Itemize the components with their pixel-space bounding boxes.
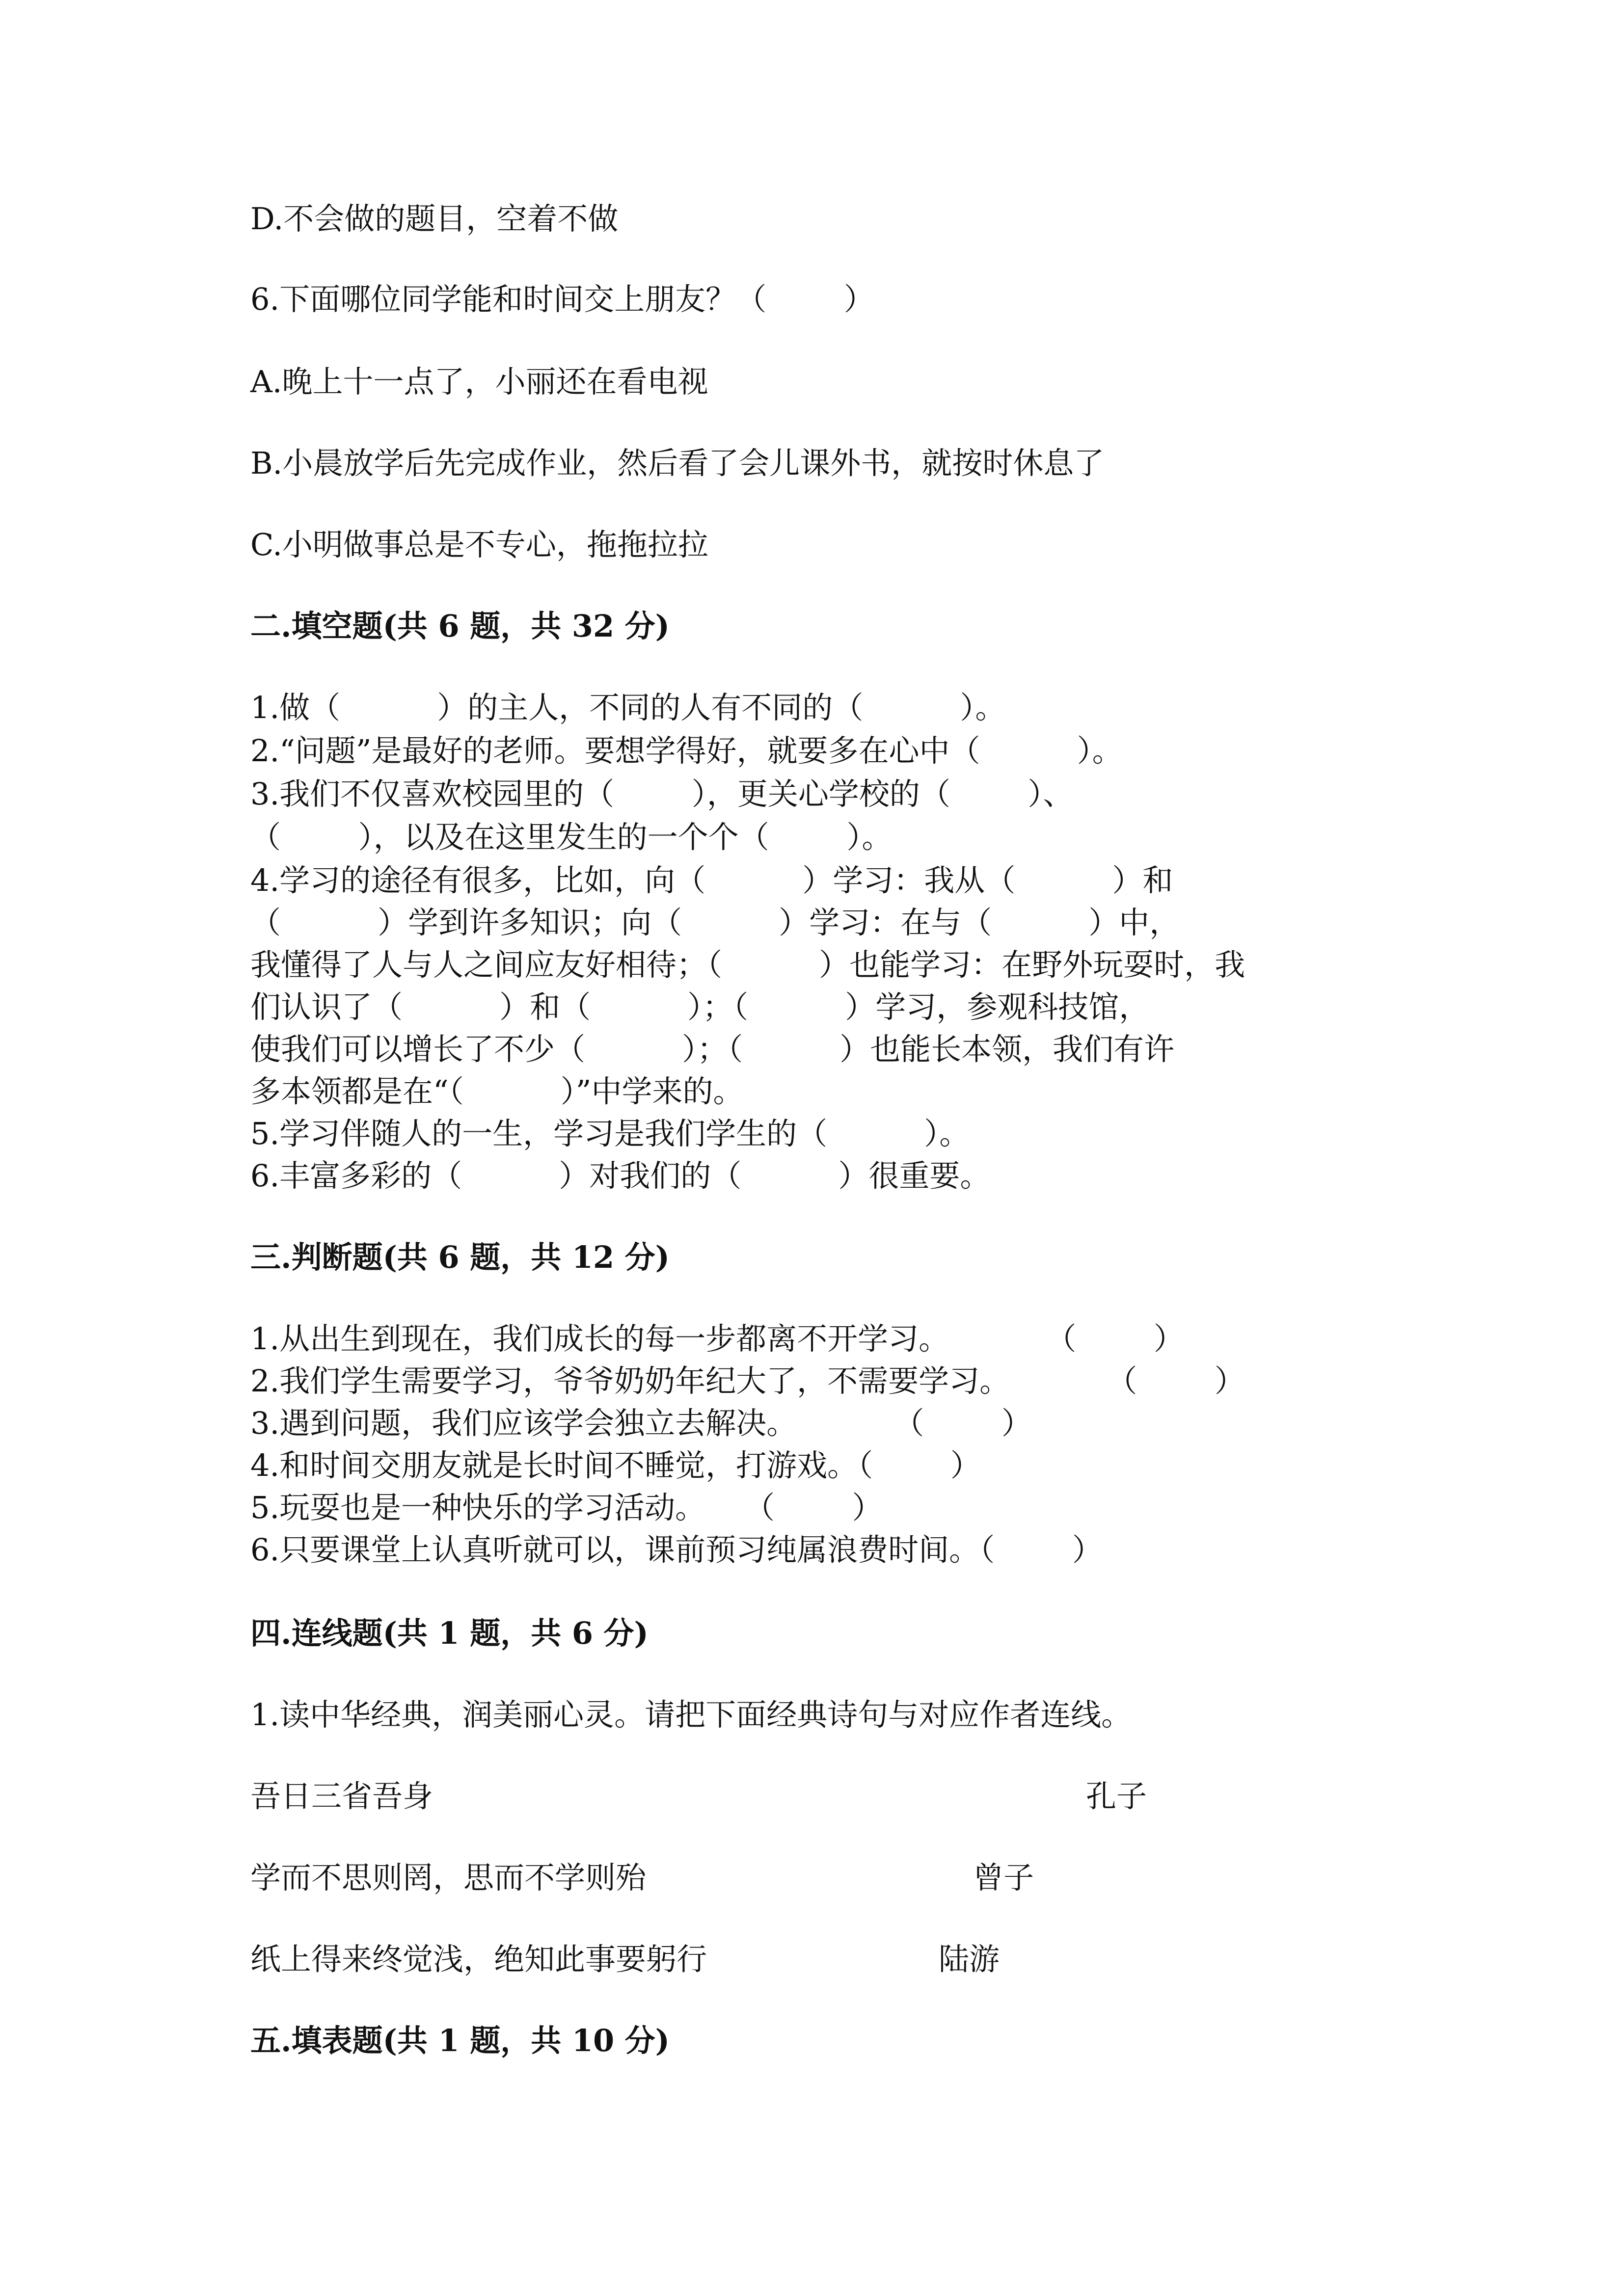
fill-line: （ ），以及在这里发生的一个个（ ）。 bbox=[250, 819, 893, 855]
match-quote: 纸上得来终觉浅，绝知此事要躬行 bbox=[250, 1941, 707, 1977]
section5-heading: 五.填表题(共 1 题，共 10 分) bbox=[250, 2023, 670, 2058]
judge-line: 5.玩耍也是一种快乐的学习活动。 （ ） bbox=[250, 1490, 883, 1525]
match-quote: 学而不思则罔，思而不学则殆 bbox=[250, 1860, 647, 1896]
section4-heading: 四.连线题(共 1 题，共 6 分) bbox=[250, 1615, 649, 1651]
judge-line: 4.和时间交朋友就是长时间不睡觉，打游戏。（ ） bbox=[250, 1447, 981, 1483]
fill-line: 2.“问题”是最好的老师。要想学得好，就要多在心中（ ）。 bbox=[250, 733, 1123, 769]
section3-heading: 三.判断题(共 6 题，共 12 分) bbox=[250, 1239, 670, 1275]
fill-line: 们认识了（ ）和（ ）；（ ）学习，参观科技馆， bbox=[250, 989, 1150, 1025]
q6-option-c: C.小明做事总是不专心，拖拖拉拉 bbox=[250, 527, 708, 562]
fill-line: 多本领都是在“（ ）”中学来的。 bbox=[250, 1073, 744, 1109]
fill-line: （ ）学到许多知识；向（ ）学习：在与（ ）中， bbox=[250, 905, 1180, 940]
q6-option-a: A.晚上十一点了，小丽还在看电视 bbox=[250, 364, 708, 400]
fill-line: 3.我们不仅喜欢校园里的（ ），更关心学校的（ ）、 bbox=[250, 776, 1074, 812]
fill-line: 1.做（ ）的主人，不同的人有不同的（ ）。 bbox=[250, 690, 1006, 725]
judge-line: 1.从出生到现在，我们成长的每一步都离不开学习。 （ ） bbox=[250, 1321, 1184, 1357]
judge-line: 6.只要课堂上认真听就可以，课前预习纯属浪费时间。（ ） bbox=[250, 1532, 1103, 1568]
judge-line: 3.遇到问题，我们应该学会独立去解决。 （ ） bbox=[250, 1405, 1032, 1441]
match-author: 陆游 bbox=[939, 1941, 1000, 1977]
match-quote: 吾日三省吾身 bbox=[250, 1778, 433, 1814]
match-author: 孔子 bbox=[1086, 1778, 1147, 1814]
fill-line: 6.丰富多彩的（ ）对我们的（ ）很重要。 bbox=[250, 1158, 991, 1194]
fill-line: 4.学习的途径有很多，比如，向（ ）学习：我从（ ）和 bbox=[250, 862, 1173, 898]
match-stem: 1.读中华经典，润美丽心灵。请把下面经典诗句与对应作者连线。 bbox=[250, 1697, 1132, 1733]
q5-option-d: D.不会做的题目，空着不做 bbox=[250, 201, 619, 237]
match-author: 曾子 bbox=[973, 1860, 1034, 1896]
fill-line: 使我们可以增长了不少（ ）；（ ）也能长本领，我们有许 bbox=[250, 1031, 1175, 1067]
section2-heading: 二.填空题(共 6 题，共 32 分) bbox=[250, 608, 670, 644]
q6-stem: 6.下面哪位同学能和时间交上朋友？（ ） bbox=[250, 281, 874, 317]
q6-option-b: B.小晨放学后先完成作业，然后看了会儿课外书，就按时休息了 bbox=[250, 445, 1105, 481]
fill-line: 5.学习伴随人的一生，学习是我们学生的（ ）。 bbox=[250, 1116, 970, 1151]
judge-line: 2.我们学生需要学习，爷爷奶奶年纪大了，不需要学习。 （ ） bbox=[250, 1363, 1245, 1399]
fill-line: 我懂得了人与人之间应友好相待；（ ）也能学习：在野外玩耍时，我 bbox=[250, 947, 1245, 983]
